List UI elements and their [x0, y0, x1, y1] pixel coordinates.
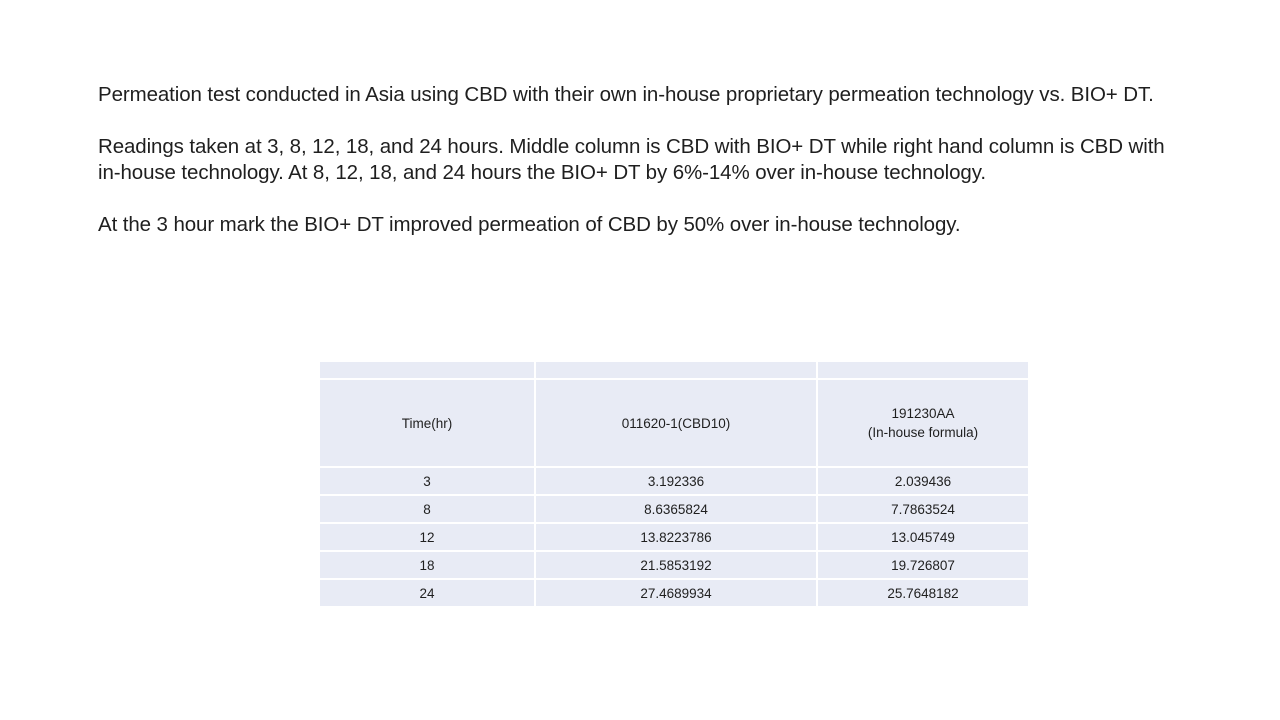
table-header-row — [319, 379, 1029, 467]
table-row — [319, 495, 1029, 523]
cell-time: 18 — [319, 551, 535, 579]
column-header-sample-b-note: (In-house formula) — [867, 425, 979, 440]
cell-sample-a: 8.6365824 — [535, 495, 817, 523]
cell-sample-a: 21.5853192 — [535, 551, 817, 579]
cell-time: 3 — [319, 467, 535, 495]
paragraph-intro: Permeation test conducted in Asia using CBD with their own in-house proprietary permeation technology vs. BIO+ DT. — [98, 83, 1154, 106]
table-row — [319, 579, 1029, 607]
paragraph-readings: Readings taken at 3, 8, 12, 18, and 24 hours. Middle column is CBD with BIO+ DT while right hand column is CBD with in-house technology. At 8, 12, 18, and 24 hours the BIO+ DT by 6%-14% over in-house technology. — [98, 135, 1165, 184]
column-header-sample-b — [817, 379, 1029, 467]
cell-sample-a: 3.192336 — [535, 467, 817, 495]
cell-sample-b: 13.045749 — [817, 523, 1029, 551]
table-band-cell — [817, 361, 1029, 379]
cell-sample-a: 13.8223786 — [535, 523, 817, 551]
column-header-sample-b-id: 191230AA — [891, 406, 955, 421]
table-band-cell — [535, 361, 817, 379]
table-band-cell — [319, 361, 535, 379]
cell-time: 8 — [319, 495, 535, 523]
column-header-sample-a: 011620-1(CBD10) — [535, 379, 817, 467]
table-row — [319, 551, 1029, 579]
column-header-time: Time(hr) — [319, 379, 535, 467]
cell-sample-b: 19.726807 — [817, 551, 1029, 579]
cell-sample-a: 27.4689934 — [535, 579, 817, 607]
table-top-band — [319, 361, 1029, 379]
paragraph-conclusion: At the 3 hour mark the BIO+ DT improved permeation of CBD by 50% over in-house technology. — [98, 213, 961, 236]
table-row — [319, 523, 1029, 551]
slide-body-text — [98, 82, 1188, 238]
cell-sample-b: 25.7648182 — [817, 579, 1029, 607]
table-row — [319, 467, 1029, 495]
cell-time: 24 — [319, 579, 535, 607]
permeation-results-table — [318, 360, 1030, 608]
cell-time: 12 — [319, 523, 535, 551]
cell-sample-b: 2.039436 — [817, 467, 1029, 495]
cell-sample-b: 7.7863524 — [817, 495, 1029, 523]
